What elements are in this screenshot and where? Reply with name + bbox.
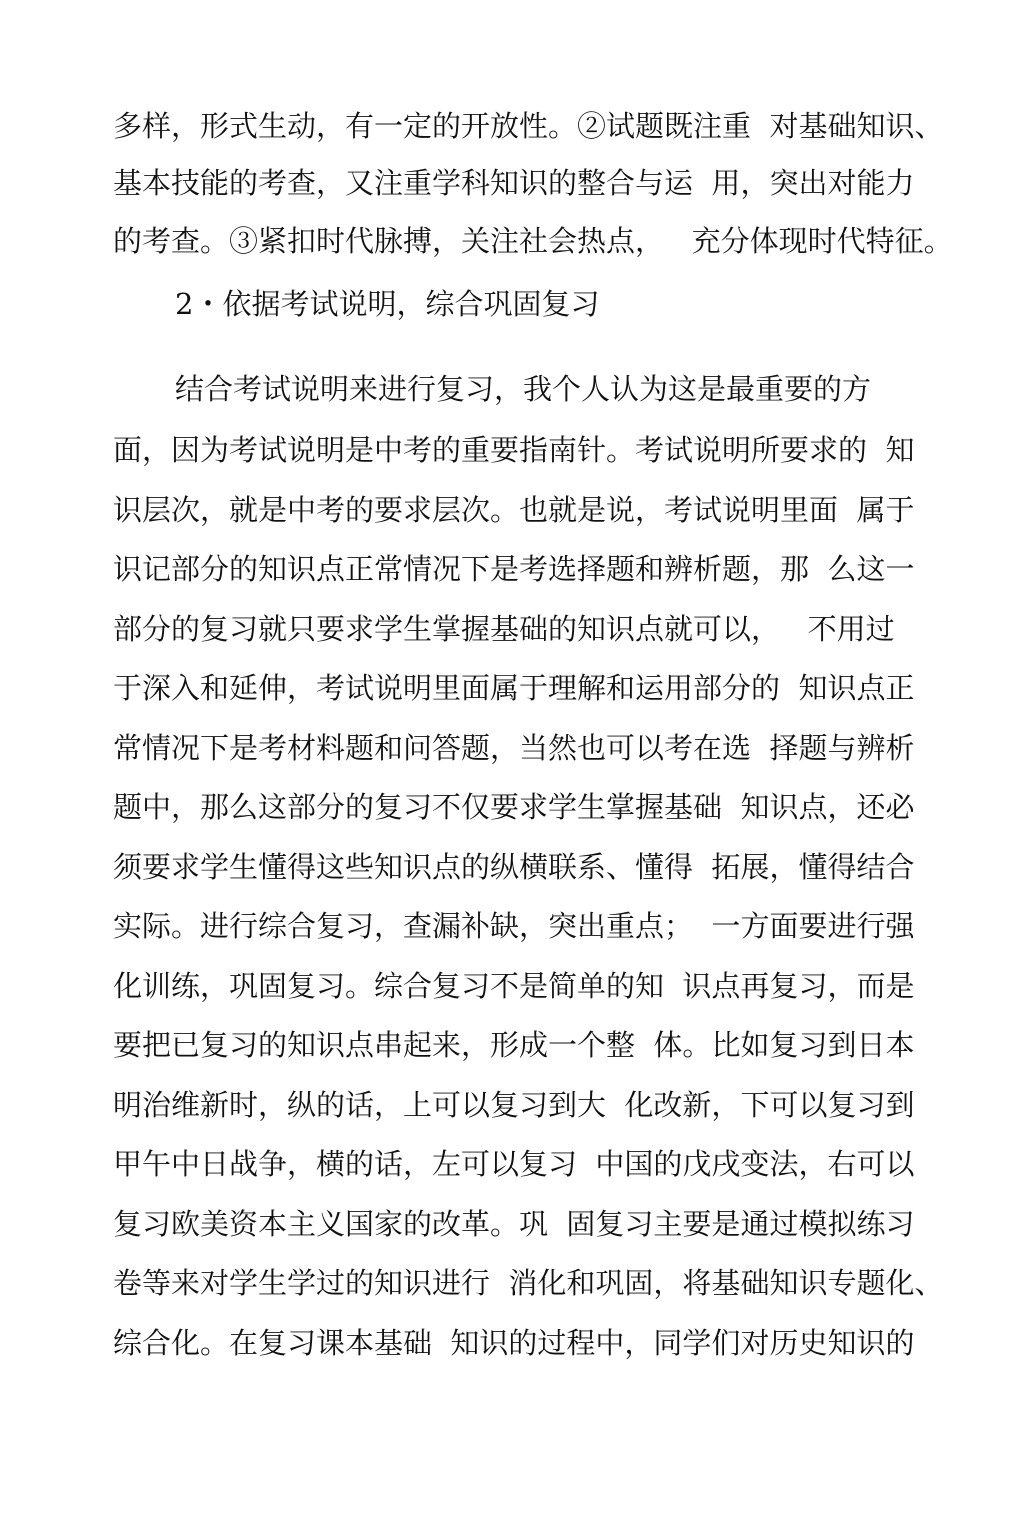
paragraph-line: 综合化。在复习课本基础 知识的过程中，同学们对历史知识的: [113, 1326, 915, 1360]
paragraph-line: 的考查。③紧扣时代脉搏，关注社会热点， 充分体现时代特征。: [113, 224, 953, 258]
section-heading: 2・依据考试说明，综合巩固复习: [175, 287, 600, 321]
paragraph-line: 于深入和延伸，考试说明里面属于理解和运用部分的 知识点正: [113, 671, 915, 705]
paragraph-line: 结合考试说明来进行复习，我个人认为这是最重要的方: [175, 372, 872, 406]
paragraph-line: 实际。进行综合复习，查漏补缺，突出重点； 一方面要进行强: [113, 909, 915, 943]
paragraph-line: 识记部分的知识点正常情况下是考选择题和辨析题，那 么这一: [113, 552, 915, 586]
paragraph-line: 要把已复习的知识点串起来，形成一个整 体。比如复习到日本: [113, 1028, 915, 1062]
paragraph-line: 常情况下是考材料题和问答题，当然也可以考在选 择题与辨析: [113, 731, 915, 765]
paragraph-line: 复习欧美资本主义国家的改革。巩 固复习主要是通过模拟练习: [113, 1207, 915, 1241]
paragraph-line: 部分的复习就只要求学生掌握基础的知识点就可以， 不用过: [113, 612, 895, 646]
paragraph-line: 化训练，巩固复习。综合复习不是简单的知 识点再复习，而是: [113, 969, 915, 1003]
paragraph-line: 基本技能的考查，又注重学科知识的整合与运 用，突出对能力: [113, 166, 915, 200]
paragraph-line: 明治维新时，纵的话，上可以复习到大 化改新，下可以复习到: [113, 1088, 915, 1122]
paragraph-line: 题中，那么这部分的复习不仅要求学生掌握基础 知识点，还必: [113, 790, 915, 824]
paragraph-line: 须要求学生懂得这些知识点的纵横联系、懂得 拓展，懂得结合: [113, 850, 915, 884]
paragraph-line: 卷等来对学生学过的知识进行 消化和巩固，将基础知识专题化、: [113, 1266, 944, 1300]
paragraph-line: 面，因为考试说明是中考的重要指南针。考试说明所要求的 知: [113, 433, 915, 467]
paragraph-line: 多样，形式生动，有一定的开放性。②试题既注重 对基础知识、: [113, 109, 944, 143]
paragraph-line: 识层次，就是中考的要求层次。也就是说，考试说明里面 属于: [113, 493, 915, 527]
paragraph-line: 甲午中日战争，横的话，左可以复习 中国的戊戌变法，右可以: [113, 1147, 915, 1181]
